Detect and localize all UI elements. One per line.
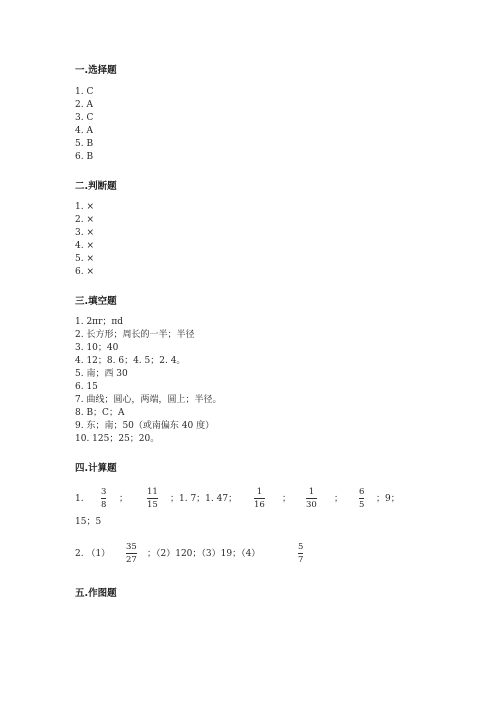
answer-line: 6. 15 <box>75 382 98 392</box>
fraction <box>254 487 265 510</box>
fraction <box>101 487 106 510</box>
fraction-bar <box>306 498 317 499</box>
calc-q1-continuation: 15；5 <box>75 517 102 527</box>
answer-line: 3. C <box>75 113 94 123</box>
fraction <box>359 487 364 510</box>
section-title-choice: 一.选择题 <box>75 65 117 76</box>
denominator: 8 <box>101 500 107 510</box>
separator: ；1. 7；1. 47； <box>170 494 238 504</box>
separator: ； <box>282 494 292 504</box>
fraction-bar <box>254 498 265 499</box>
numerator: 5 <box>298 542 304 552</box>
separator: ；9； <box>376 494 400 504</box>
answer-line: 10. 125；25；20。 <box>75 434 160 444</box>
answer-line: 5. B <box>75 139 94 149</box>
fraction <box>147 487 158 510</box>
fraction-bar <box>101 498 106 499</box>
answer-line: 2. A <box>75 100 93 110</box>
section-title-calc: 四.计算题 <box>75 463 117 474</box>
denominator: 30 <box>306 500 317 510</box>
fraction-bar <box>359 498 364 499</box>
denominator: 5 <box>359 500 365 510</box>
answer-line: 6. × <box>75 267 94 277</box>
answer-line: 5. × <box>75 254 94 264</box>
calc-q2-middle: ；（2）120；（3）19；（4） <box>147 549 261 559</box>
numerator: 1 <box>256 487 263 497</box>
fraction-bar <box>126 553 137 554</box>
answer-line: 1. × <box>75 202 94 212</box>
answer-line: 4. 12；8. 6；4. 5；2. 4。 <box>75 356 186 366</box>
separator: ； <box>334 494 344 504</box>
answer-line: 9. 东；南；50（或南偏东 40 度） <box>75 421 215 431</box>
section-title-judge: 二.判断题 <box>75 181 117 192</box>
answer-line: 3. × <box>75 228 94 238</box>
fraction <box>126 542 137 565</box>
answer-line: 2. × <box>75 215 94 225</box>
answer-line: 4. A <box>75 126 93 136</box>
answer-line: 5. 南；西 30 <box>75 369 128 379</box>
separator: ； <box>119 494 129 504</box>
fraction-bar <box>298 553 303 554</box>
answer-line: 1. 2πr；πd <box>75 317 124 327</box>
numerator: 35 <box>126 542 137 552</box>
denominator: 15 <box>147 500 158 510</box>
fraction <box>306 487 317 510</box>
answer-line: 1. C <box>75 87 94 97</box>
fraction <box>298 542 303 565</box>
answer-line: 8. B；C；A <box>75 408 125 418</box>
denominator: 27 <box>126 555 137 565</box>
answer-line: 7. 曲线；圆心，两端，圆上；半径。 <box>75 395 222 405</box>
calc-q1-number: 1. <box>75 494 84 504</box>
numerator: 3 <box>101 487 107 497</box>
section-title-fill: 三.填空题 <box>75 296 117 307</box>
answer-line: 3. 10；40 <box>75 343 119 353</box>
fraction-bar <box>147 498 158 499</box>
numerator: 1 <box>308 487 315 497</box>
numerator: 6 <box>359 487 365 497</box>
answer-line: 2. 长方形；周长的一半；半径 <box>75 330 195 340</box>
denominator: 16 <box>254 500 265 510</box>
numerator: 11 <box>147 487 158 497</box>
answer-line: 6. B <box>75 152 94 162</box>
section-title-drawing: 五.作图题 <box>75 588 117 599</box>
calc-q2-number: 2. （1） <box>75 549 111 559</box>
answer-line: 4. × <box>75 241 94 251</box>
denominator: 7 <box>298 555 304 565</box>
